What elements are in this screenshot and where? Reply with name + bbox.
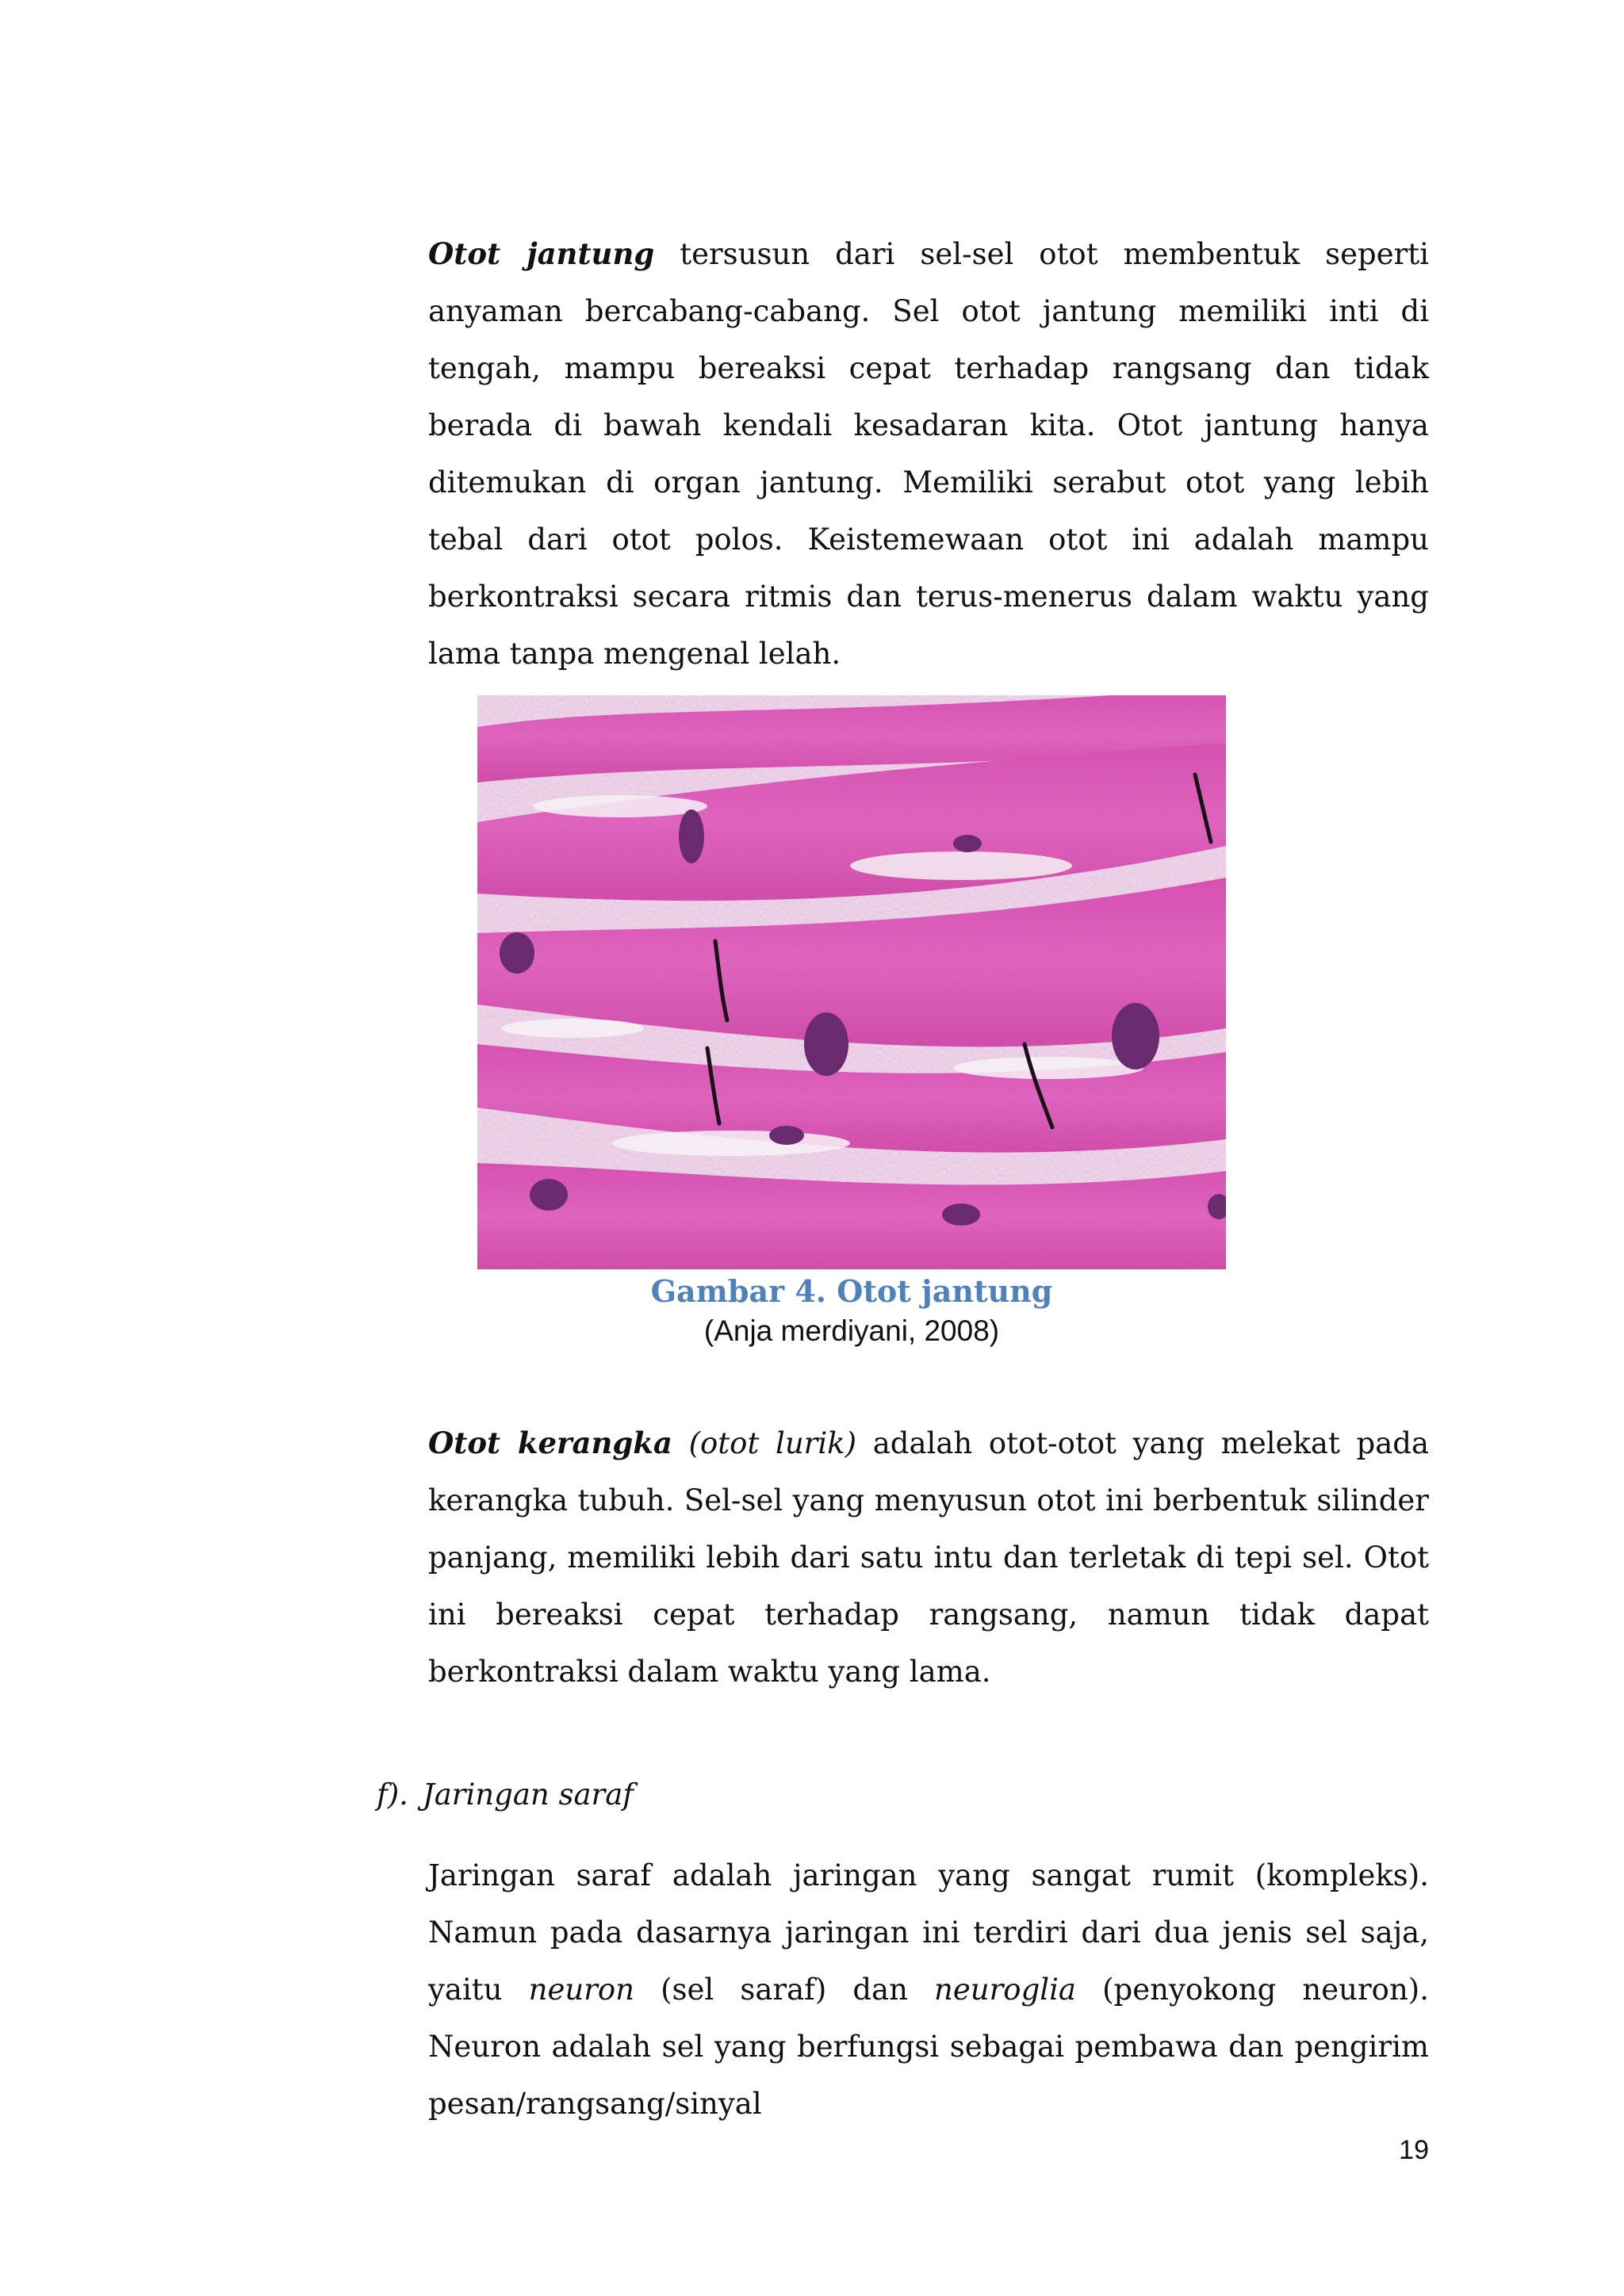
term-otot-kerangka: Otot kerangka — [428, 1425, 672, 1460]
paragraph-text: (penyokong neuron). Neuron adalah sel yang berfungsi sebagai pembawa dan pengirim pesan/rangsang/sinyal — [428, 1973, 1429, 2121]
figure-cardiac-muscle-image — [477, 695, 1226, 1269]
section-title: Jaringan saraf — [422, 1777, 634, 1812]
paragraph-text: adalah otot-otot yang melekat pada kerangka tubuh. Sel-sel yang menyusun otot ini berbentuk silinder panjang, memiliki lebih dari satu intu dan terletak di tepi sel. Otot ini bereaksi cepat terhadap rangsang, namun tidak dapat berkontraksi dalam waktu yang lama. — [428, 1426, 1430, 1689]
section-heading-jaringan-saraf — [377, 1766, 634, 1823]
paragraph-otot-kerangka — [428, 1414, 1429, 1701]
term-otot-lurik: (otot lurik) — [688, 1426, 857, 1460]
figure-source: (Anja merdiyani, 2008) — [703, 1314, 1000, 1347]
term-neuroglia: neuroglia — [934, 1973, 1076, 2007]
paragraph-text: (sel saraf) dan — [634, 1973, 935, 2007]
term-otot-jantung: Otot jantung — [428, 236, 655, 271]
paragraph-jaringan-saraf — [428, 1847, 1429, 2133]
paragraph-text: tersusun dari sel-sel otot membentuk seperti anyaman bercabang-cabang. Sel otot jantung memiliki inti di tengah, mampu bereaksi cepat terhadap rangsang dan tidak berada di bawah kendali kesadaran kita. Otot jantung hanya ditemukan di organ jantung. Memiliki serabut otot yang lebih tebal dari otot polos. Keistemewaan otot ini adalah mampu berkontraksi secara ritmis dan terus-menerus dalam waktu yang lama tanpa mengenal lelah. — [428, 237, 1429, 671]
paragraph-otot-jantung — [428, 225, 1429, 683]
section-number: f). — [377, 1777, 408, 1812]
term-neuron: neuron — [528, 1973, 634, 2007]
figure-caption: Gambar 4. Otot jantung — [650, 1273, 1053, 1309]
paragraph-text: Jaringan saraf adalah jaringan yang sangat rumit (kompleks). Namun pada dasarnya jaringan ini terdiri dari dua jenis sel saja, yaitu — [428, 1858, 1429, 2007]
page-number: 19 — [1399, 2135, 1429, 2165]
